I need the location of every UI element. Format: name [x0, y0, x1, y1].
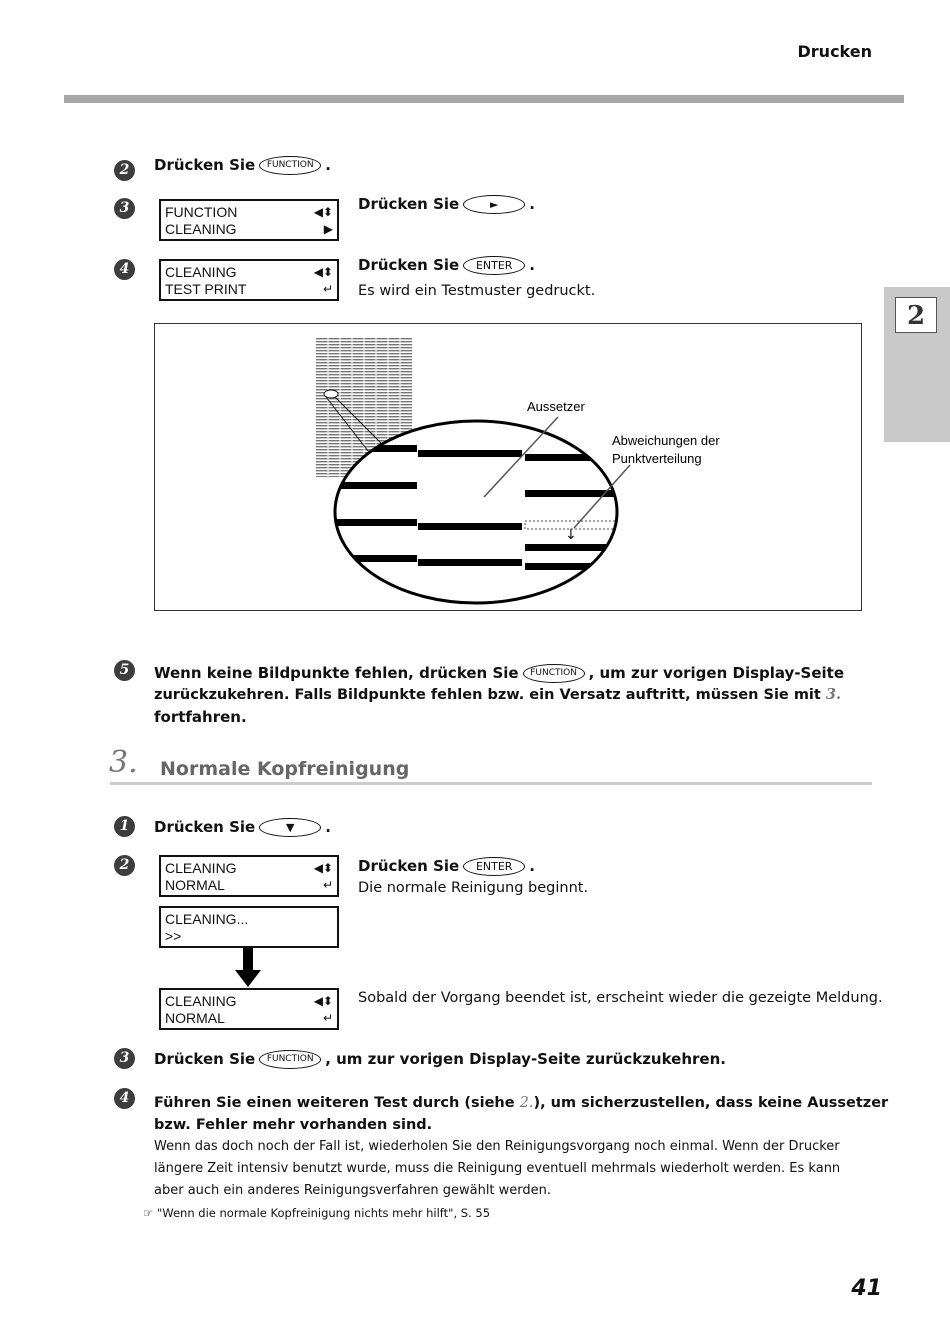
step-text	[358, 857, 535, 876]
label-punktverteilung: Punktverteilung	[612, 451, 702, 466]
cross-reference-link[interactable]: "Wenn die normale Kopfreinigung nichts mehr hilft", S. 55	[156, 1206, 491, 1220]
step-number: 2	[114, 855, 135, 876]
pointing-hand-icon: ☞	[143, 1206, 154, 1220]
lcd-arrows-icon: ◀⬍	[313, 265, 333, 279]
section-reference: 3.	[825, 686, 842, 703]
down-arrow-icon	[233, 948, 263, 988]
step-text	[154, 1050, 726, 1069]
instruction-text: fortfahren.	[154, 708, 247, 726]
body-text: aber auch ein anderes Reinigungsverfahren gewählt werden.	[154, 1183, 552, 1198]
lcd-display	[159, 906, 339, 948]
step-text	[154, 156, 331, 175]
section-title: Normale Kopfreinigung	[160, 758, 410, 780]
lcd-enter-icon: ↵	[322, 1011, 333, 1025]
lcd-enter-icon: ↵	[322, 878, 333, 892]
instruction-text: Drücken Sie	[154, 156, 256, 174]
instruction-text: Drücken Sie	[154, 1050, 256, 1068]
cross-reference[interactable]	[143, 1206, 490, 1220]
lcd-line: TEST PRINT	[165, 281, 247, 297]
lcd-line: CLEANING	[165, 264, 237, 280]
step-text	[154, 1092, 889, 1202]
lcd-line: NORMAL	[165, 1010, 225, 1026]
instruction-text: zurückzukehren. Falls Bildpunkte fehlen bzw. ein Versatz auftritt, müssen Sie mit	[154, 687, 821, 703]
lcd-arrows-icon: ◀⬍	[313, 994, 333, 1008]
step-number: 1	[114, 816, 135, 837]
lcd-right-arrow-icon: ▶	[323, 222, 333, 236]
step-text	[154, 662, 854, 728]
body-text: längere Zeit intensiv benutzt wurde, muss die Reinigung eventuell mehrmals wiederholt werden. Es kann	[154, 1161, 841, 1176]
period: .	[325, 818, 331, 836]
label-abweichungen: Abweichungen der	[612, 433, 720, 448]
section-reference: 2.	[519, 1095, 534, 1111]
step-number: 4	[114, 1088, 135, 1109]
page-number: 41	[851, 1276, 882, 1301]
step-note: Es wird ein Testmuster gedruckt.	[358, 283, 596, 299]
step-text	[358, 256, 535, 275]
enter-key-icon: ENTER	[463, 256, 525, 275]
step-number: 4	[114, 259, 135, 280]
down-arrow-key-icon: ▼	[259, 818, 321, 837]
function-key-icon: FUNCTION	[259, 156, 321, 175]
lcd-line: CLEANING	[165, 221, 237, 237]
step-note: Die normale Reinigung beginnt.	[358, 880, 589, 896]
instruction-text: , um zur vorigen Display-Seite	[588, 664, 845, 682]
lcd-line: CLEANING	[165, 993, 237, 1009]
step-number: 5	[114, 660, 135, 681]
instruction-text: Drücken Sie	[358, 857, 460, 875]
lcd-line: CLEANING	[165, 860, 237, 876]
instruction-text: Drücken Sie	[358, 256, 460, 274]
instruction-text: , um zur vorigen Display-Seite zurückzukehren.	[325, 1050, 726, 1068]
lcd-display	[159, 199, 339, 241]
magnify-marker	[324, 390, 338, 398]
lcd-display	[159, 988, 339, 1030]
function-key-icon: FUNCTION	[259, 1050, 321, 1069]
lcd-display	[159, 855, 339, 897]
step-text	[154, 818, 331, 837]
function-key-icon: FUNCTION	[523, 664, 585, 683]
period: .	[325, 156, 331, 174]
instruction-text: bzw. Fehler mehr vorhanden sind.	[154, 1117, 433, 1133]
lcd-arrows-icon: ◀⬍	[313, 861, 333, 875]
period: .	[529, 857, 535, 875]
instruction-text: Drücken Sie	[358, 195, 460, 213]
step-number: 3	[114, 1048, 135, 1069]
chapter-number: 2	[895, 297, 937, 333]
section-number: 3.	[109, 745, 138, 780]
lcd-arrows-icon: ◀⬍	[313, 205, 333, 219]
test-print-figure	[154, 323, 862, 611]
step-number: 3	[114, 198, 135, 219]
lcd-line: >>	[165, 928, 182, 944]
right-arrow-key-icon: ►	[463, 195, 525, 214]
section-rule	[110, 782, 872, 785]
running-header: Drucken	[797, 42, 872, 61]
instruction-text: Wenn keine Bildpunkte fehlen, drücken Sie	[154, 664, 519, 682]
instruction-text: ), um sicherzustellen, dass keine Aussetzer	[533, 1095, 889, 1111]
svg-text:↓: ↓	[565, 527, 577, 543]
enter-key-icon: ENTER	[463, 857, 525, 876]
step-text	[358, 195, 535, 214]
step-note: Sobald der Vorgang beendet ist, erscheint wieder die gezeigte Meldung.	[358, 990, 883, 1006]
lcd-line: CLEANING...	[165, 911, 249, 927]
instruction-text: Drücken Sie	[154, 818, 256, 836]
body-text: Wenn das doch noch der Fall ist, wiederholen Sie den Reinigungsvorgang noch einmal. Wenn der Drucker	[154, 1139, 840, 1154]
lcd-enter-icon: ↵	[322, 282, 333, 296]
lcd-line: NORMAL	[165, 877, 225, 893]
instruction-text: Führen Sie einen weiteren Test durch (siehe	[154, 1095, 515, 1111]
period: .	[529, 195, 535, 213]
period: .	[529, 256, 535, 274]
lcd-line: FUNCTION	[165, 204, 238, 220]
lcd-display	[159, 259, 339, 301]
label-aussetzer: Aussetzer	[527, 399, 585, 414]
header-rule	[64, 95, 904, 103]
step-number: 2	[114, 160, 135, 181]
